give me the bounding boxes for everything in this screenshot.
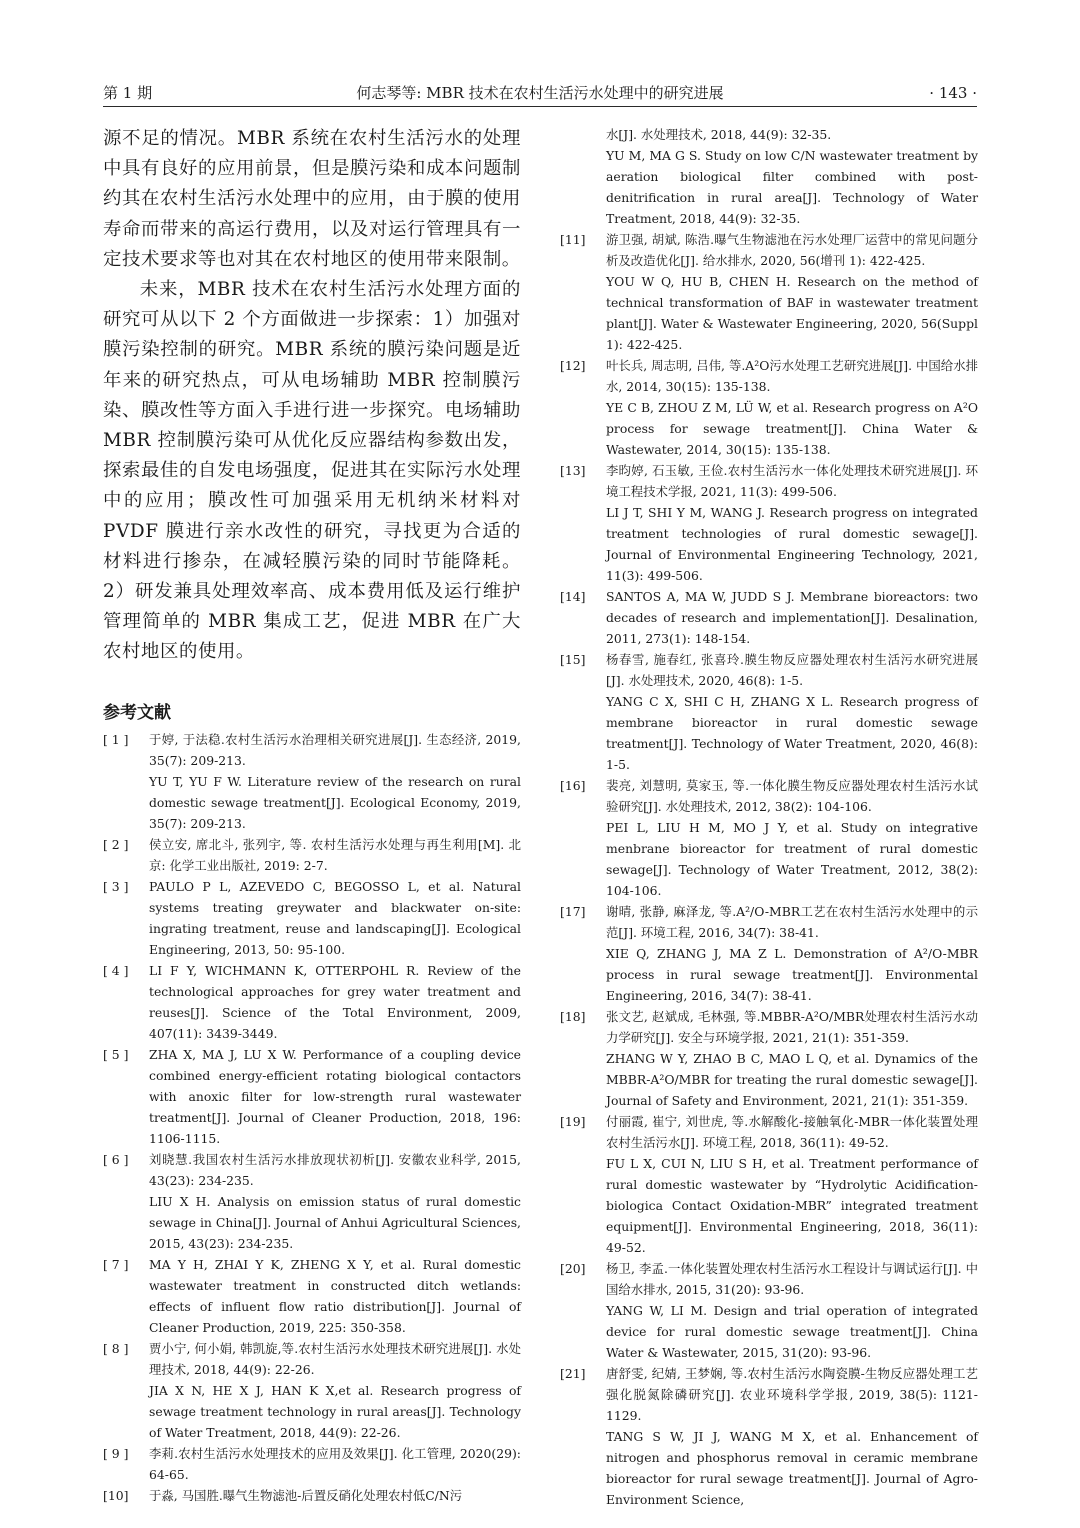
- reference-text: [149, 876, 521, 960]
- reference-citation: 刘晓慧.我国农村生活污水排放现状初析[J]. 安徽农业科学, 2015, 43(23): 234-235.: [149, 1151, 521, 1188]
- reference-citation: 于淼, 马国胜.曝气生物滤池-后置反硝化处理农村低C/N污: [149, 1487, 463, 1503]
- reference-item: [103, 1443, 521, 1485]
- reference-text: [606, 460, 978, 586]
- reference-text: [606, 775, 978, 901]
- reference-number: [ 2 ]: [103, 836, 129, 852]
- reference-english-citation: FU L X, CUI N, LIU S H, et al. Treatment performance of rural domestic wastewater by “Hydrolytic Acidification-biologica Contact Oxidation-MBR” integrated treatment equipment[J]. Environmental Engineering, 2018, 36(11): 49-52.: [606, 1156, 978, 1255]
- reference-english-citation: YE C B, ZHOU Z M, LÜ W, et al. Research progress on A²O process for sewage treatment[J]. China Water & Wastewater, 2014, 30(15): 135-138.: [606, 400, 978, 457]
- reference-citation: 游卫强, 胡斌, 陈浩.曝气生物滤池在污水处理厂运营中的常见问题分析及改造优化[J]. 给水排水, 2020, 56(增刊 1): 422-425.: [606, 232, 978, 268]
- reference-text: [149, 1254, 521, 1338]
- reference-number: [20]: [560, 1261, 586, 1276]
- reference-number: [15]: [560, 652, 586, 667]
- references-heading: 参考文献: [103, 702, 171, 723]
- reference-number: [ 7 ]: [103, 1256, 129, 1272]
- reference-item: [103, 876, 521, 960]
- right-column: [560, 124, 978, 1510]
- reference-english-citation: YANG C X, SHI C H, ZHANG X L. Research progress of membrane bioreactor in rural domestic sewage treatment[J]. Technology of Water Treatment, 2020, 46(8): 1-5.: [606, 694, 978, 772]
- reference-citation: 叶长兵, 周志明, 吕伟, 等.A²O污水处理工艺研究进展[J]. 中国给水排水, 2014, 30(15): 135-138.: [606, 358, 978, 394]
- reference-number: [10]: [103, 1487, 129, 1503]
- reference-item: [560, 586, 978, 649]
- page-number: · 143 ·: [929, 84, 977, 102]
- reference-citation: 谢晴, 张静, 麻泽龙, 等.A²/O-MBR工艺在农村生活污水处理中的示范[J]. 环境工程, 2016, 34(7): 38-41.: [606, 904, 978, 940]
- reference-citation: 水[J]. 水处理技术, 2018, 44(9): 32-35.: [606, 127, 832, 142]
- reference-citation: 贾小宁, 何小娟, 韩凯旋,等.农村生活污水处理技术研究进展[J]. 水处理技术, 2018, 44(9): 22-26.: [149, 1340, 521, 1377]
- reference-number: [12]: [560, 358, 586, 373]
- reference-citation: PAULO P L, AZEVEDO C, BEGOSSO L, et al. Natural systems treating greywater and blackwater on-site: ingrating treatment, reuse and landscaping[J]. Ecological Engineering, 2013, 50: 95-100.: [149, 878, 521, 957]
- reference-text: [606, 229, 978, 355]
- reference-number: [ 9 ]: [103, 1445, 129, 1461]
- reference-english-citation: LIU X H. Analysis on emission status of rural domestic sewage in China[J]. Journal of Anhui Agricultural Sciences, 2015, 43(23): 234-235.: [149, 1193, 521, 1251]
- reference-list-right: [560, 124, 978, 1510]
- reference-number: [ 5 ]: [103, 1046, 129, 1062]
- reference-item: [560, 355, 978, 460]
- reference-citation: LI F Y, WICHMANN K, OTTERPOHL R. Review of the technological approaches for grey water treatment and reuses[J]. Science of the Total Environment, 2009, 407(11): 3439-3449.: [149, 962, 521, 1041]
- reference-citation: 侯立安, 席北斗, 张列宇, 等. 农村生活污水处理与再生利用[M]. 北京: 化学工业出版社, 2019: 2-7.: [149, 836, 521, 873]
- reference-text: [606, 649, 978, 775]
- reference-english-citation: LI J T, SHI Y M, WANG J. Research progress on integrated treatment technologies of rural domestic sewage[J]. Journal of Environmental Engineering Technology, 2021, 11(3): 499-506.: [606, 505, 978, 583]
- reference-item: [103, 1044, 521, 1149]
- body-paragraph-1: 源不足的情况。MBR 系统在农村生活污水的处理中具有良好的应用前景，但是膜污染和成本问题制约其在农村生活污水处理中的应用，由于膜的使用寿命而带来的高运行费用，以及对运行管理具有一定技术要求等也对其在农村地区的使用带来限制。: [103, 128, 521, 270]
- reference-item: [103, 1485, 521, 1506]
- reference-english-citation: TANG S W, JI J, WANG M X, et al. Enhancement of nitrogen and phosphorus removal in ceramic membrane bioreactor for rural sewage treatment[J]. Journal of Agro-Environment Science,: [606, 1429, 978, 1507]
- reference-text: [606, 355, 978, 460]
- reference-text: [606, 1258, 978, 1363]
- reference-item: [560, 649, 978, 775]
- reference-english-citation: YU T, YU F W. Literature review of the research on rural domestic sewage treatment[J]. Ecological Economy, 2019, 35(7): 209-213.: [149, 773, 521, 831]
- reference-item: [560, 460, 978, 586]
- reference-english-citation: PEI L, LIU H M, MO J Y, et al. Study on integrative menbrane bioreactor for treatment of rural domestic sewage[J]. Technology of Water Treatment, 2012, 38(2): 104-106.: [606, 820, 978, 898]
- reference-citation: 李昀婷, 石玉敏, 王俭.农村生活污水一体化处理技术研究进展[J]. 环境工程技术学报, 2021, 11(3): 499-506.: [606, 463, 978, 499]
- reference-text: [606, 586, 978, 649]
- reference-item: [560, 775, 978, 901]
- reference-item: [560, 1006, 978, 1111]
- reference-text: [149, 960, 521, 1044]
- reference-number: [ 8 ]: [103, 1340, 129, 1356]
- reference-text: [606, 901, 978, 1006]
- reference-item: [560, 124, 978, 229]
- reference-text: [606, 1006, 978, 1111]
- reference-number: [13]: [560, 463, 586, 478]
- reference-citation: 于婷, 于法稳.农村生活污水治理相关研究进展[J]. 生态经济, 2019, 35(7): 209-213.: [149, 731, 521, 768]
- reference-citation: 杨春雪, 施春红, 张喜玲.膜生物反应器处理农村生活污水研究进展[J]. 水处理技术, 2020, 46(8): 1-5.: [606, 652, 978, 688]
- reference-text: [149, 1338, 521, 1443]
- reference-english-citation: YANG W, LI M. Design and trial operation of integrated device for rural domestic sewage treatment[J]. China Water & Wastewater, 2015, 31(20): 93-96.: [606, 1303, 978, 1360]
- issue-number: 第 1 期: [103, 84, 153, 102]
- reference-number: [16]: [560, 778, 586, 793]
- reference-english-citation: ZHANG W Y, ZHAO B C, MAO L Q, et al. Dynamics of the MBBR-A²O/MBR for treating the rural domestic sewage[J]. Journal of Safety and Environment, 2021, 21(1): 351-359.: [606, 1051, 978, 1108]
- reference-citation: SANTOS A, MA W, JUDD S J. Membrane bioreactors: two decades of research and implementation[J]. Desalination, 2011, 273(1): 148-154.: [606, 589, 978, 646]
- body-text: [103, 124, 521, 668]
- reference-number: [ 6 ]: [103, 1151, 129, 1167]
- reference-citation: MA Y H, ZHAI Y K, ZHENG X Y, et al. Rural domestic wastewater treatment in constructed ditch wetlands: effects of influent flow ratio distribution[J]. Journal of Cleaner Production, 2019, 225: 350-358.: [149, 1256, 521, 1335]
- reference-english-citation: XIE Q, ZHANG J, MA Z L. Demonstration of A²/O-MBR process in rural sewage treatment[J]. Environmental Engineering, 2016, 34(7): 38-41.: [606, 946, 978, 1003]
- reference-text: [149, 834, 521, 876]
- reference-citation: 杨卫, 李孟.一体化装置处理农村生活污水工程设计与调试运行[J]. 中国给水排水, 2015, 31(20): 93-96.: [606, 1261, 978, 1297]
- reference-citation: 付丽霞, 崔宁, 刘世虎, 等.水解酸化-接触氧化-MBR一体化装置处理农村生活污水[J]. 环境工程, 2018, 36(11): 49-52.: [606, 1114, 978, 1150]
- reference-item: [103, 1338, 521, 1443]
- reference-english-citation: YOU W Q, HU B, CHEN H. Research on the method of technical transformation of BAF in wastewater treatment plant[J]. Water & Wastewater Engineering, 2020, 56(Suppl 1): 422-425.: [606, 274, 978, 352]
- reference-text: [149, 1149, 521, 1254]
- reference-citation: 张文艺, 赵斌成, 毛林强, 等.MBBR-A²O/MBR处理农村生活污水动力学研究[J]. 安全与环境学报, 2021, 21(1): 351-359.: [606, 1009, 978, 1045]
- reference-citation: ZHA X, MA J, LU X W. Performance of a coupling device combined energy-efficient rotating biological contactors with anoxic filter for low-strength rural wastewater treatment[J]. Journal of Cleaner Production, 2018, 196: 1106-1115.: [149, 1046, 521, 1146]
- reference-item: [103, 1254, 521, 1338]
- reference-text: [149, 1485, 521, 1506]
- reference-english-citation: JIA X N, HE X J, HAN K X,et al. Research progress of sewage treatment technology in rural areas[J]. Technology of Water Treatment, 2018, 44(9): 22-26.: [149, 1382, 521, 1440]
- reference-number: [11]: [560, 232, 586, 247]
- reference-item: [103, 834, 521, 876]
- reference-number: [21]: [560, 1366, 586, 1381]
- reference-number: [ 3 ]: [103, 878, 129, 894]
- reference-english-citation: YU M, MA G S. Study on low C/N wastewater treatment by aeration biological filter combined with post-denitrification in rural area[J]. Technology of Water Treatment, 2018, 44(9): 32-35.: [606, 148, 978, 226]
- body-paragraph-2: 未来，MBR 技术在农村生活污水处理方面的研究可从以下 2 个方面做进一步探索：1）加强对膜污染控制的研究。MBR 系统的膜污染问题是近年来的研究热点，可从电场辅助 MBR 控制膜污染、膜改性等方面入手进行进一步探究。电场辅助 MBR 控制膜污染可从优化反应器结构参数出发，探索最佳的自发电场强度，促进其在实际污水处理中的应用；膜改性可加强采用无机纳米材料对 PVDF 膜进行亲水改性的研究，寻找更为合适的材料进行掺杂，在减轻膜污染的同时节能降耗。2）研发兼具处理效率高、成本费用低及运行维护管理简单的 MBR 集成工艺，促进 MBR 在广大农村地区的使用。: [103, 279, 521, 663]
- reference-text: [149, 1044, 521, 1149]
- reference-item: [560, 1258, 978, 1363]
- reference-number: [ 1 ]: [103, 731, 129, 747]
- reference-citation: 唐舒雯, 纪婧, 王梦娴, 等.农村生活污水陶瓷膜-生物反应器处理工艺强化脱氮除磷研究[J]. 农业环境科学学报, 2019, 38(5): 1121-1129.: [606, 1366, 978, 1423]
- left-column: [103, 124, 521, 1506]
- reference-text: [606, 124, 978, 229]
- reference-number: [14]: [560, 589, 586, 604]
- reference-item: [103, 1149, 521, 1254]
- running-title: 何志琴等: MBR 技术在农村生活污水处理中的研究进展: [356, 84, 724, 102]
- reference-item: [560, 1363, 978, 1510]
- reference-item: [103, 729, 521, 834]
- reference-text: [149, 1443, 521, 1485]
- reference-number: [ 4 ]: [103, 962, 129, 978]
- reference-number: [17]: [560, 904, 586, 919]
- reference-citation: 李莉.农村生活污水处理技术的应用及效果[J]. 化工管理, 2020(29): 64-65.: [149, 1445, 521, 1482]
- reference-item: [560, 1111, 978, 1258]
- reference-text: [606, 1111, 978, 1258]
- reference-item: [103, 960, 521, 1044]
- reference-number: [18]: [560, 1009, 586, 1024]
- reference-text: [149, 729, 521, 834]
- running-header: [103, 80, 977, 107]
- reference-number: [19]: [560, 1114, 586, 1129]
- reference-citation: 裴亮, 刘慧明, 莫家玉, 等.一体化膜生物反应器处理农村生活污水试验研究[J]. 水处理技术, 2012, 38(2): 104-106.: [606, 778, 978, 814]
- reference-list-left: [103, 729, 521, 1506]
- reference-text: [606, 1363, 978, 1510]
- reference-item: [560, 229, 978, 355]
- reference-item: [560, 901, 978, 1006]
